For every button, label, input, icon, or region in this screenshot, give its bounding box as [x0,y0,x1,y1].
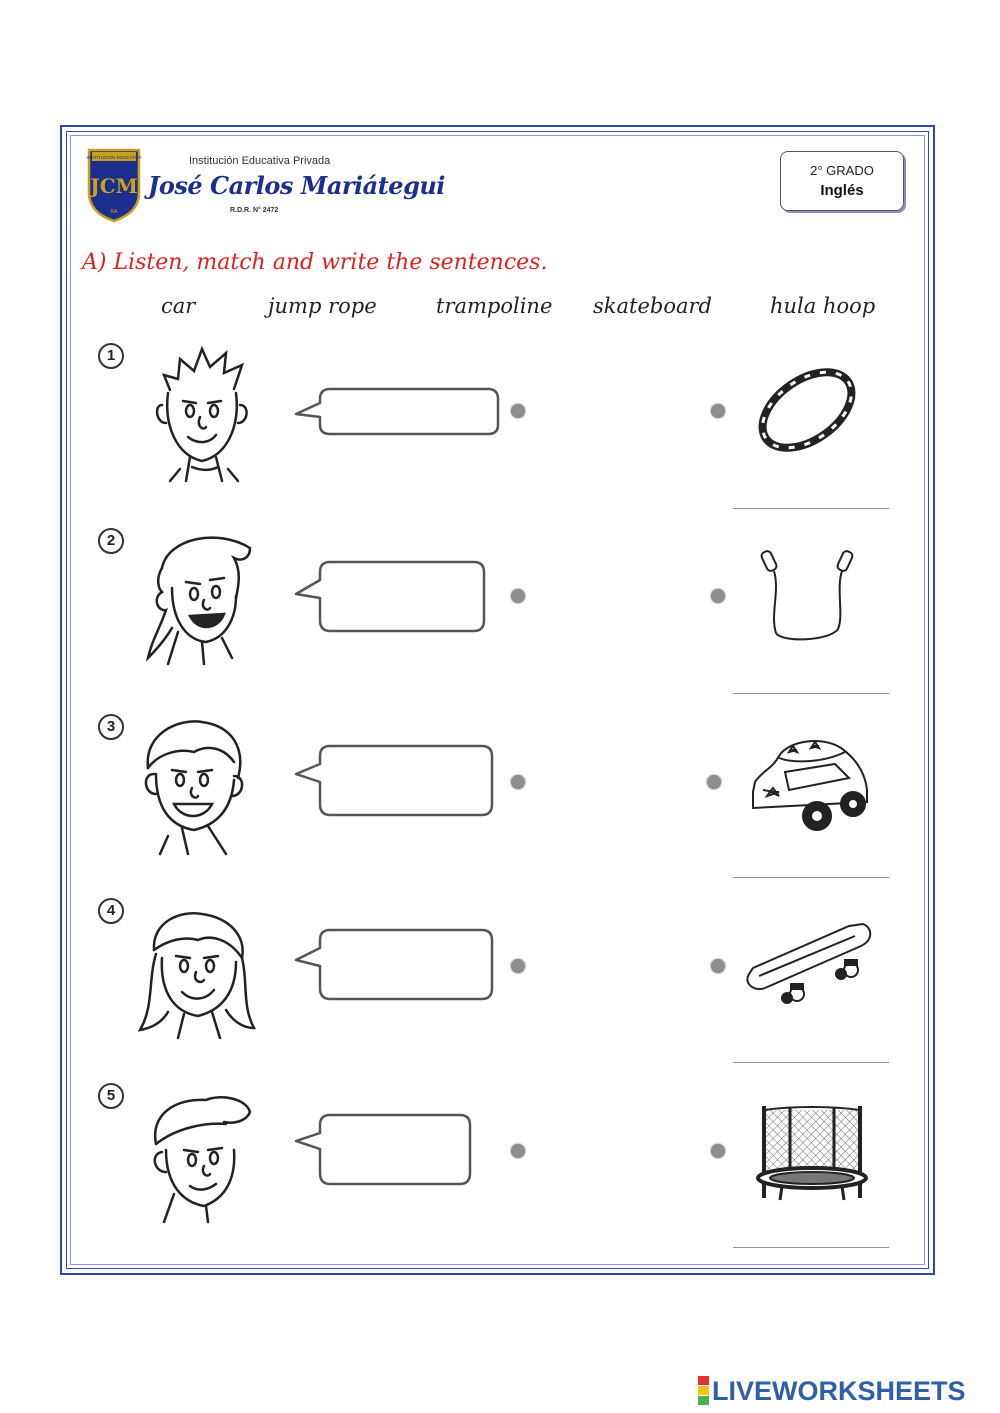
match-dot-left[interactable] [511,959,525,973]
match-dot-right[interactable] [711,959,725,973]
speech-bubble-input[interactable] [292,560,487,634]
trampoline-icon [752,1100,872,1204]
speech-bubble-input[interactable] [292,744,497,818]
boy-long-hair-icon [138,528,263,668]
svg-text:RA: RA [110,209,118,215]
word-car: car [161,294,196,318]
answer-line[interactable] [733,877,889,878]
answer-line[interactable] [733,508,889,509]
grade-box [780,151,904,211]
jump-rope-icon [760,545,870,645]
brand-color-red [698,1376,709,1385]
school-rdr: R.D.R. N° 2472 [230,207,279,214]
svg-text:INSTITUCIÓN EDUCATIVA: INSTITUCIÓN EDUCATIVA [86,155,142,160]
speech-bubble-input[interactable] [292,1113,474,1187]
liveworksheets-brand [698,1376,966,1406]
match-dot-right[interactable] [707,775,721,789]
speech-bubble-input[interactable] [292,928,497,1002]
answer-line[interactable] [733,1062,889,1063]
item-number: 5 [98,1083,124,1109]
skateboard-icon [743,918,878,1010]
item-number: 4 [98,898,124,924]
brand-color-yellow [698,1386,709,1395]
item-number: 2 [98,528,124,554]
instruction-text: A) Listen, match and write the sentences. [82,250,548,275]
match-dot-right[interactable] [711,589,725,603]
match-dot-left[interactable] [511,1144,525,1158]
brand-color-green [698,1396,709,1405]
boy-spiky-hair-icon [150,345,255,485]
grade-label: 2° GRADO [810,163,874,178]
speech-bubble-input[interactable] [292,387,502,437]
subject-label: Inglés [820,182,864,199]
logo-letters: JCM [90,174,138,198]
word-trampoline: trampoline [436,294,553,318]
match-dot-right[interactable] [711,1144,725,1158]
institution-type: Institución Educativa Privada [189,155,331,167]
girl-icon [138,910,260,1040]
item-number: 3 [98,714,124,740]
word-jump-rope: jump rope [268,294,377,318]
school-logo-icon [86,147,142,223]
hula-hoop-icon [745,360,870,460]
answer-line[interactable] [733,693,889,694]
brand-text: LIVEWORKSHEETS [712,1375,966,1406]
match-dot-left[interactable] [511,404,525,418]
match-dot-left[interactable] [511,775,525,789]
word-hula-hoop: hula hoop [770,294,876,318]
match-dot-right[interactable] [711,404,725,418]
toy-car-icon [745,732,875,837]
boy-smiling-icon [138,718,253,856]
word-skateboard: skateboard [593,294,712,318]
answer-line[interactable] [733,1247,889,1248]
match-dot-left[interactable] [511,589,525,603]
school-name: José Carlos Mariátegui [148,171,445,200]
boy-cap-icon [146,1094,258,1224]
item-number: 1 [98,343,124,369]
liveworksheets-logo-icon [698,1376,709,1406]
